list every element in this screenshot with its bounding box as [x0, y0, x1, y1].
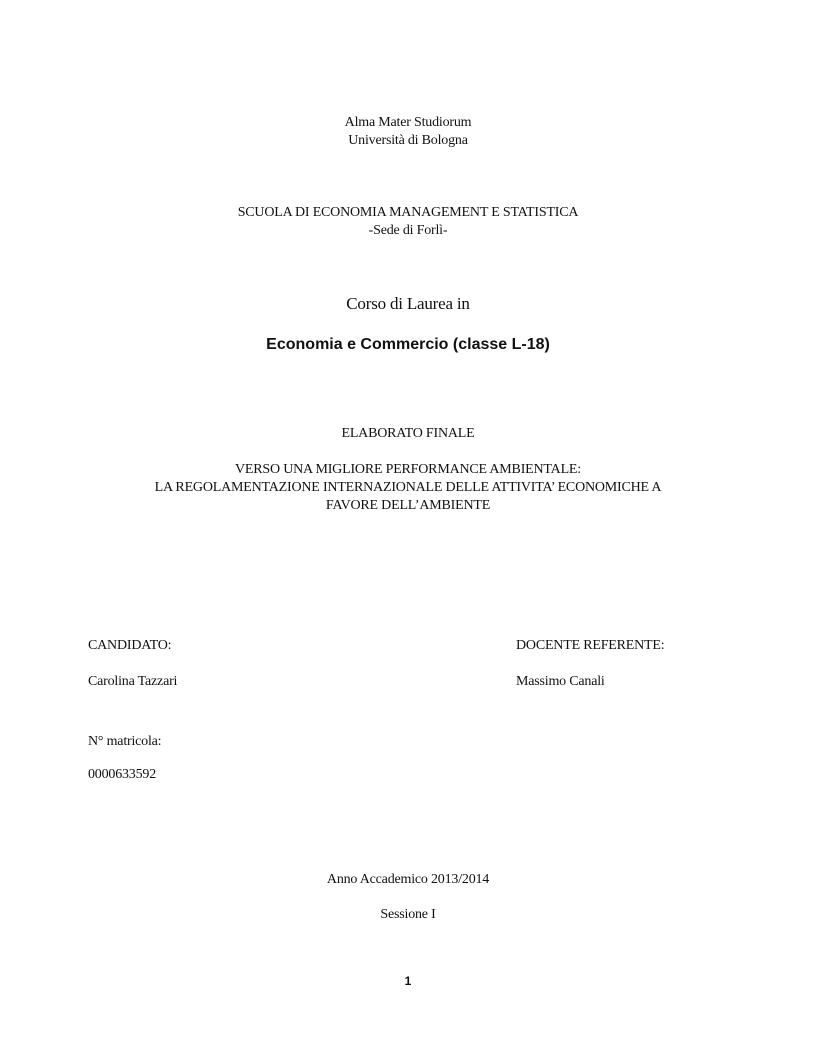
matricola-label: N° matricola:: [88, 734, 162, 749]
thesis-title-line-1: VERSO UNA MIGLIORE PERFORMANCE AMBIENTALE:: [235, 462, 581, 477]
matricola-value: 0000633592: [88, 767, 157, 782]
page-number: 1: [404, 974, 412, 988]
course-intro: Corso di Laurea in: [346, 294, 470, 313]
school-name: SCUOLA DI ECONOMIA MANAGEMENT E STATISTICA: [237, 205, 579, 220]
academic-year: Anno Accademico 2013/2014: [326, 872, 490, 887]
institution-line-2: Università di Bologna: [348, 133, 468, 148]
supervisor-name: Massimo Canali: [516, 674, 605, 689]
session: Sessione I: [380, 907, 436, 922]
candidate-label: CANDIDATO:: [88, 638, 172, 653]
candidate-name: Carolina Tazzari: [88, 674, 178, 689]
institution-line-1: Alma Mater Studiorum: [344, 115, 472, 130]
thesis-title-line-2: LA REGOLAMENTAZIONE INTERNAZIONALE DELLE ATTIVITA’ ECONOMICHE A: [154, 480, 662, 495]
thesis-type: ELABORATO FINALE: [341, 426, 475, 441]
supervisor-label: DOCENTE REFERENTE:: [516, 638, 665, 653]
course-name: Economia e Commercio (classe L-18): [266, 336, 550, 353]
thesis-title-line-3: FAVORE DELL’AMBIENTE: [325, 498, 491, 513]
school-campus: -Sede di Forlì-: [368, 223, 448, 238]
